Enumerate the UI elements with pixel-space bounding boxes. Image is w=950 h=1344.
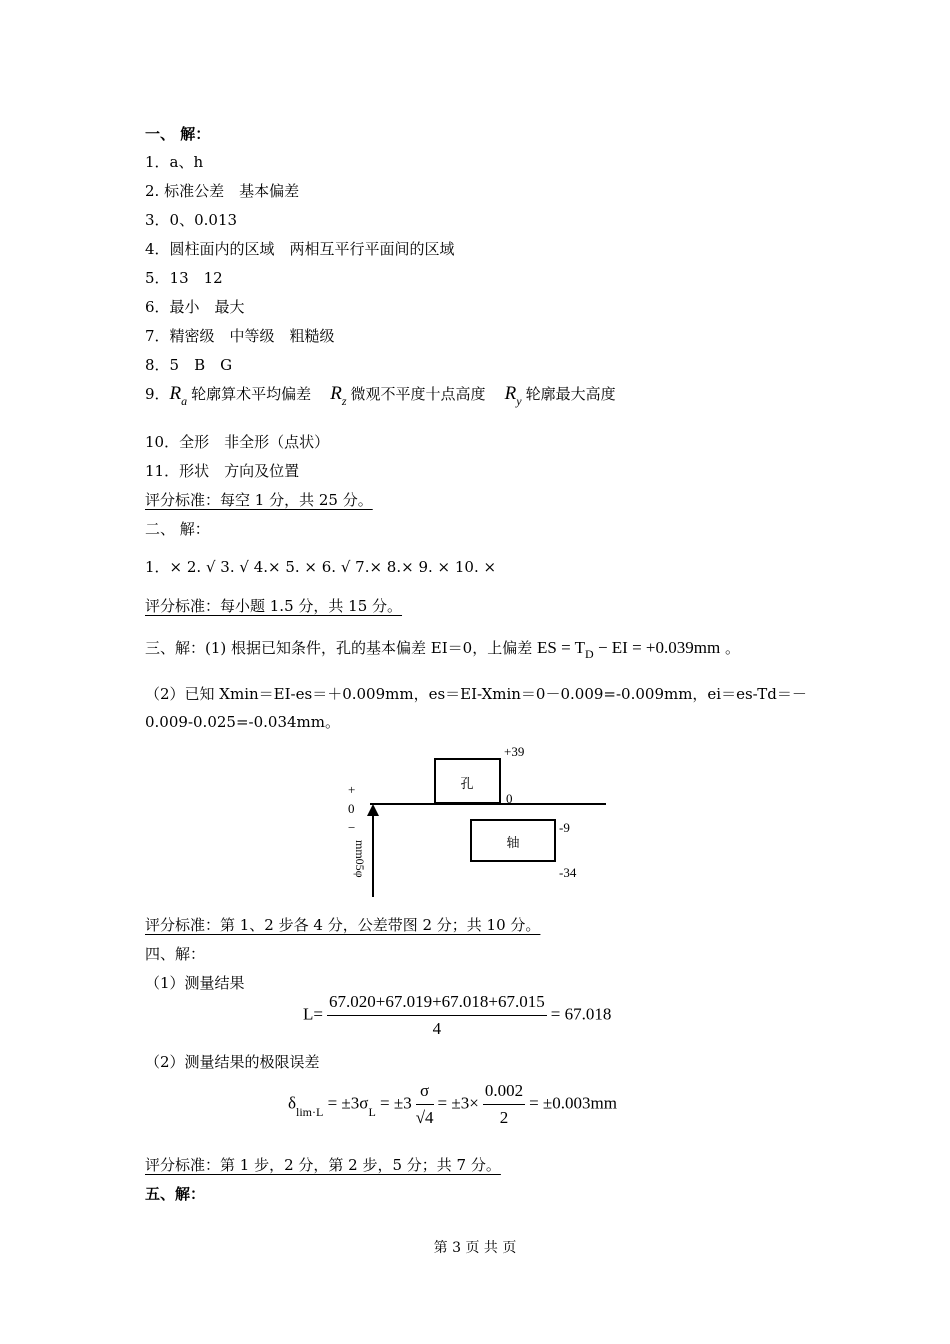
section-3-line-3: 0.009-0.025=-0.034mm。 [145, 713, 340, 731]
section-2-scoring: 评分标准：每小题 1.5 分，共 15 分。 [145, 597, 403, 615]
tolerance-zone-diagram [340, 740, 615, 905]
eq2-part-4: = ±0.003mm [529, 1093, 617, 1113]
answer-1-9-number: 9． [145, 385, 170, 403]
eq1-denominator: 4 [432, 1019, 442, 1038]
eq1-rhs: = 67.018 [550, 1004, 612, 1024]
hole-label: 孔 [460, 777, 474, 792]
section-3-scoring: 评分标准：第 1、2 步各 4 分，公差带图 2 分；共 10 分。 [145, 916, 541, 934]
eq2-fraction-2 [483, 1081, 525, 1128]
positive-sign: + [348, 782, 356, 797]
answer-1-7: 7．精密级 中等级 粗糙级 [145, 327, 335, 345]
eq2-sigma-subscript: L [368, 1105, 376, 1120]
answer-1-10: 10．全形 非全形（点状） [145, 433, 330, 451]
section-4-step-1: （1）测量结果 [145, 974, 245, 992]
answer-1-6: 6．最小 最大 [145, 298, 245, 316]
upper-deviation-equation [537, 638, 721, 661]
answer-1-4: 4．圆柱面内的区域 两相互平行平面间的区域 [145, 240, 455, 258]
eq1-numerator: 67.020+67.019+67.018+67.015 [327, 992, 547, 1016]
section-1-scoring: 评分标准：每空 1 分，共 25 分。 [145, 491, 373, 509]
limit-error-equation [288, 1081, 617, 1128]
section-5-title: 五、解： [145, 1185, 206, 1203]
section-3-line-1-text: 三、解：(1) 根据已知条件，孔的基本偏差 EI＝0，上偏差 [145, 639, 533, 657]
section-4-scoring: 评分标准：第 1 步，2 分，第 2 步，5 分；共 7 分。 [145, 1156, 501, 1174]
eq1-fraction [327, 992, 547, 1039]
section-4-title: 四、解： [145, 945, 206, 963]
axis-arrow-icon [367, 804, 379, 816]
answer-1-2: 2. 标准公差 基本偏差 [145, 182, 300, 200]
eq2-fraction-1-numerator: σ [416, 1081, 434, 1105]
rz-subscript: z [341, 394, 347, 408]
answer-1-5: 5．13 12 [145, 269, 223, 287]
section-2-answers: 1．× 2. √ 3. √ 4.× 5. × 6. √ 7.× 8.× 9. × 10. × [145, 558, 497, 576]
shaft-lower-deviation: -34 [559, 865, 577, 880]
answer-1-8: 8．5 B G [145, 356, 233, 374]
measurement-result-equation [303, 992, 611, 1039]
eq1-lhs: L= [303, 1004, 323, 1024]
negative-sign: − [348, 820, 356, 835]
ry-subscript: y [516, 394, 522, 408]
hole-lower-deviation: 0 [506, 791, 513, 806]
section-3-line-1-end: 。 [724, 639, 740, 657]
eq2-fraction-1-denominator: √4 [415, 1108, 434, 1127]
eq2-fraction-2-numerator: 0.002 [483, 1081, 525, 1105]
section-4-step-2: （2）测量结果的极限误差 [145, 1053, 320, 1071]
eq2-part-1: = ±3σ [323, 1093, 369, 1113]
equation-rhs: − EI = +0.039mm [593, 638, 721, 657]
equation-lhs: ES = T [537, 638, 586, 657]
axis-unit-label: mm05φ [353, 840, 367, 878]
answer-1-9 [145, 383, 616, 408]
answer-1-1: 1．a、h [145, 153, 204, 171]
roughness-symbol-ra: R [169, 383, 182, 404]
eq2-part-3: = ±3× [437, 1093, 479, 1113]
ry-description: 轮廓最大高度 [525, 385, 616, 403]
ra-description: 轮廓算术平均偏差 [191, 385, 312, 403]
roughness-symbol-ry: R [504, 383, 517, 404]
hole-upper-deviation: +39 [504, 744, 525, 759]
section-3-line-2: （2）已知 Xmin＝EI-es＝＋0.009mm，es＝EI-Xmin＝0－0.009=-0.009mm，ei＝es-Td＝－ [145, 685, 807, 703]
eq2-fraction-2-denominator: 2 [499, 1108, 509, 1127]
rz-description: 微观不平度十点高度 [350, 385, 486, 403]
ra-subscript: a [181, 394, 188, 408]
answer-1-3: 3．0、0.013 [145, 211, 238, 229]
eq2-delta-subscript: lim·L [296, 1105, 324, 1120]
roughness-symbol-rz: R [330, 383, 342, 404]
eq2-delta: δ [288, 1093, 297, 1113]
shaft-upper-deviation: -9 [559, 820, 570, 835]
shaft-label: 轴 [506, 836, 520, 851]
section-2-title: 二、 解： [145, 520, 210, 538]
page-footer: 第 3 页 共 页 [433, 1240, 517, 1256]
answer-1-11: 11．形状 方向及位置 [145, 462, 300, 480]
eq2-part-2: = ±3 [375, 1093, 412, 1113]
section-3-line-1 [145, 638, 740, 659]
eq2-fraction-1 [416, 1081, 434, 1128]
zero-label: 0 [348, 801, 355, 816]
equation-subscript: D [585, 647, 594, 661]
section-1-title: 一、 解： [145, 125, 211, 143]
